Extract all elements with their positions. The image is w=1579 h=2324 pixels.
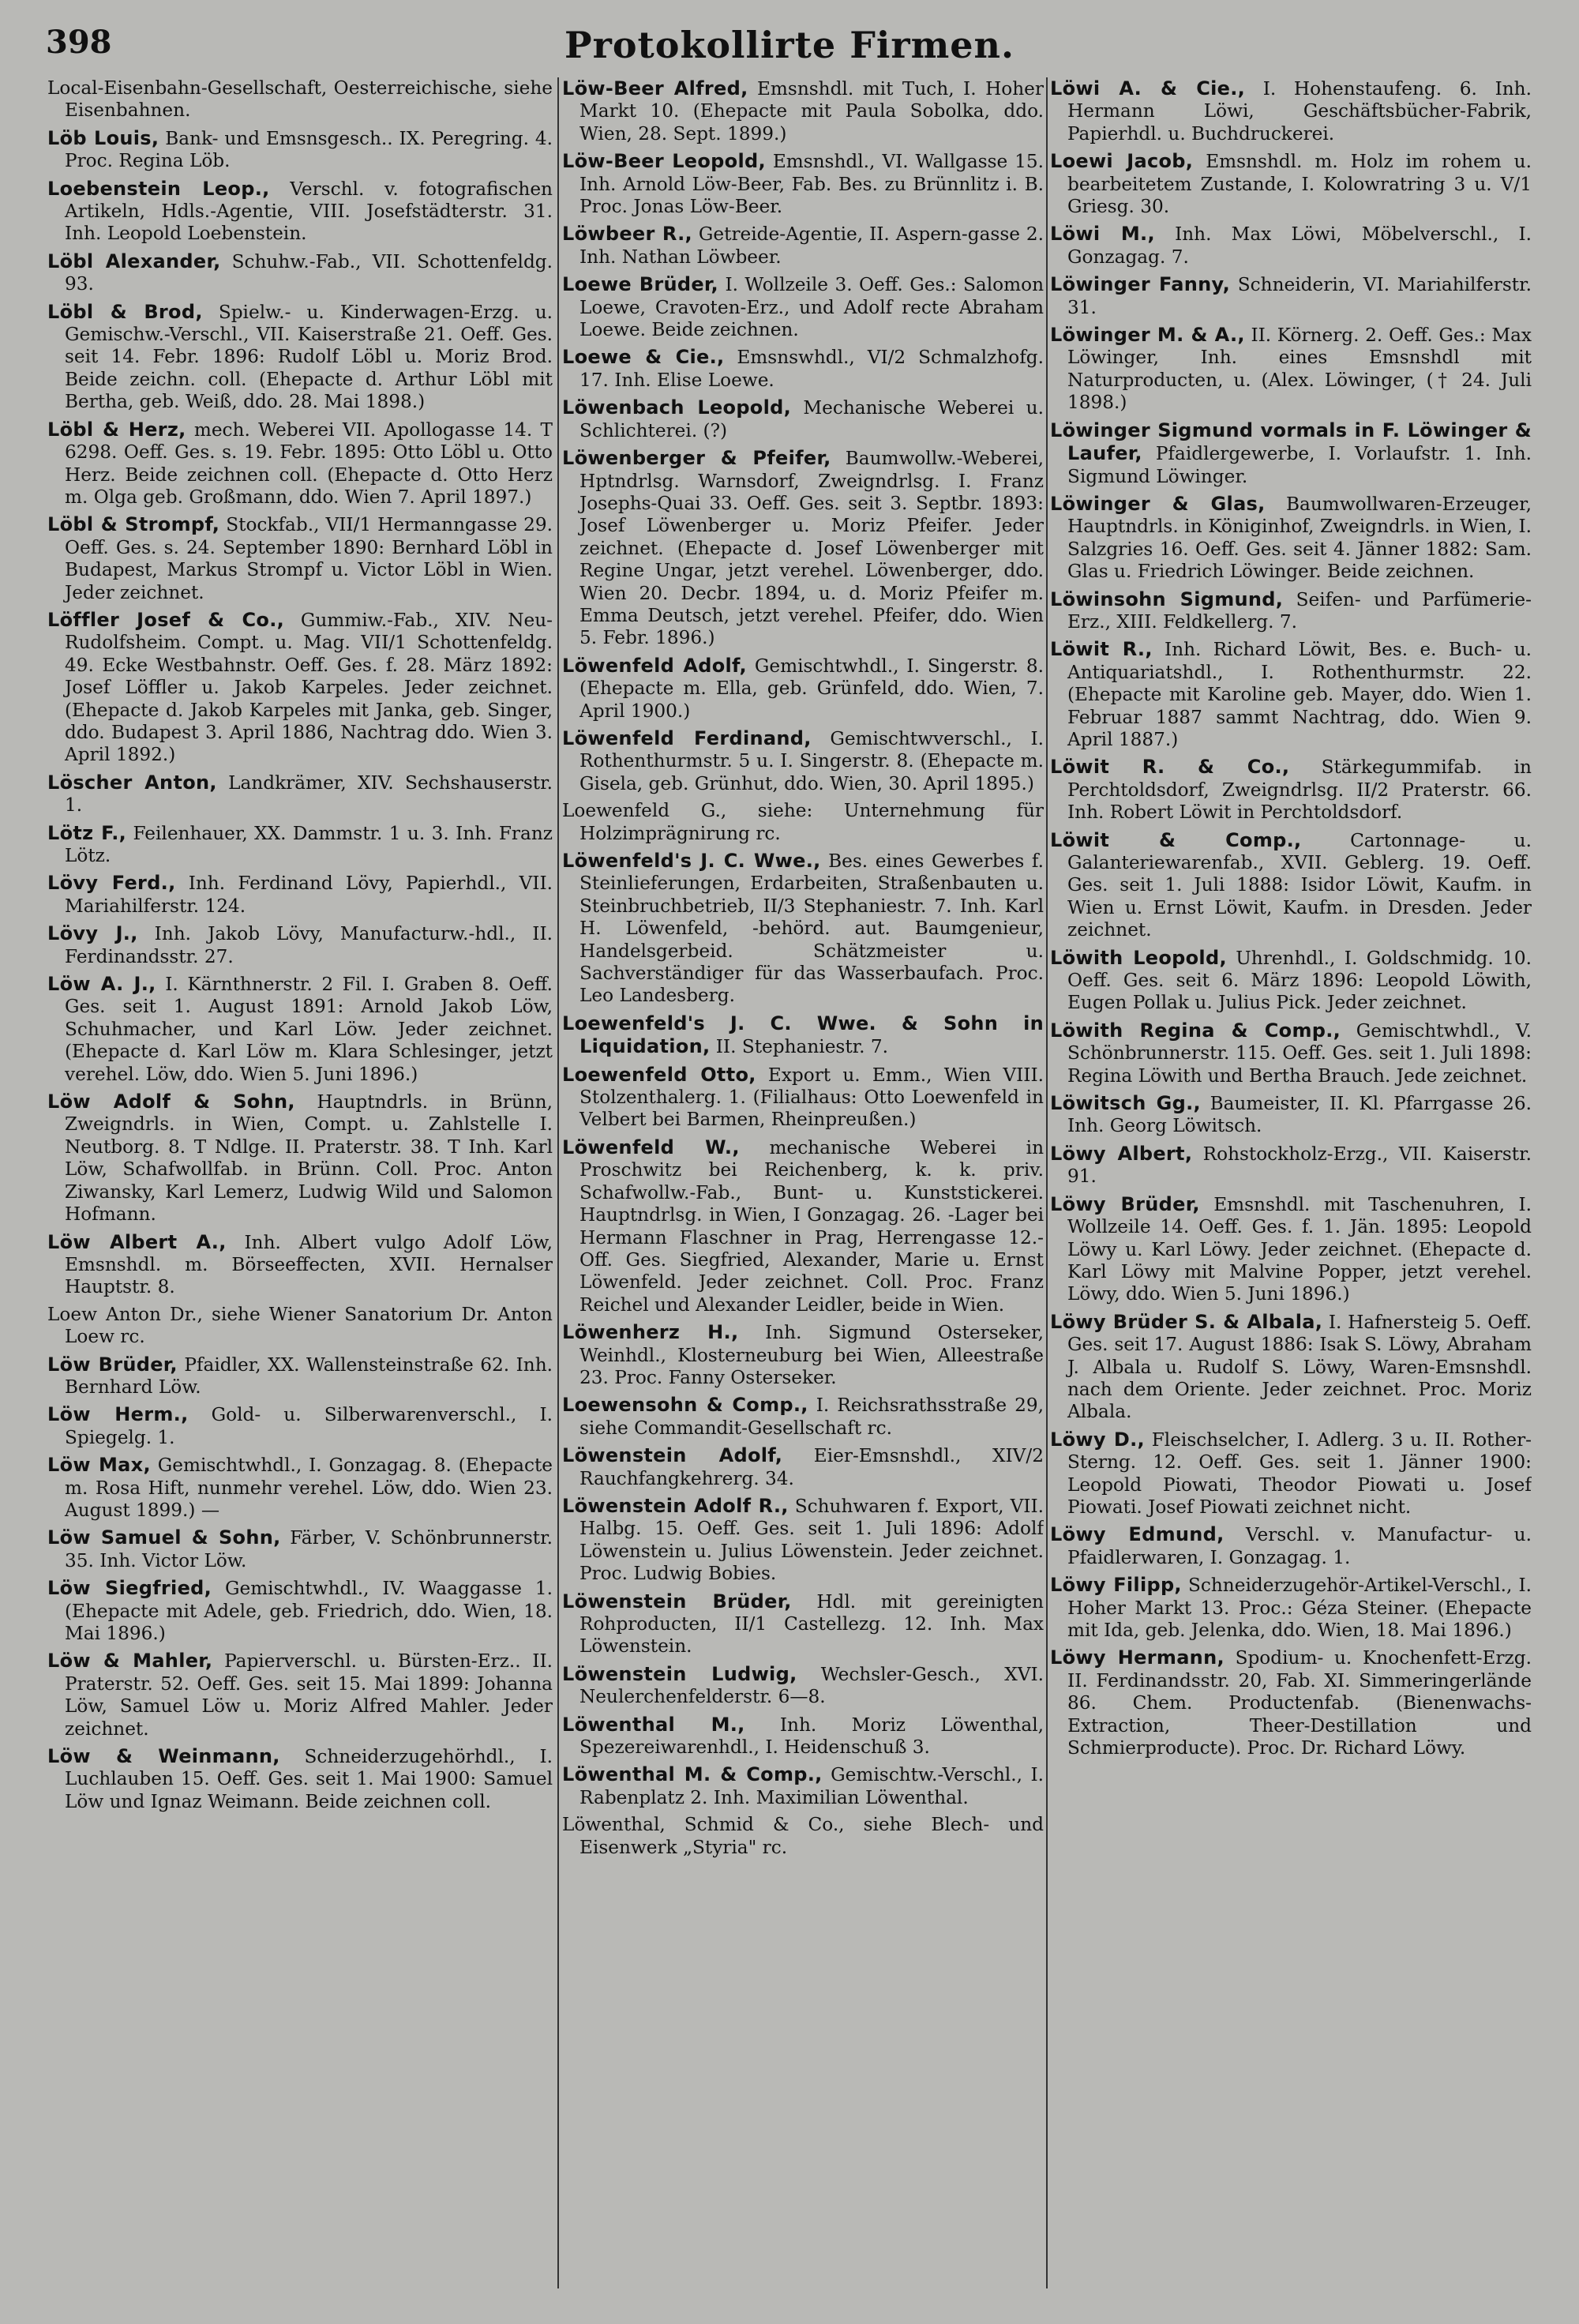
firm-details: Inh. Albert vulgo Adolf Löw, Emsnshdl. m. Börseeffecten, XVII. Hernalser Hauptstr. 8. xyxy=(65,1231,553,1298)
directory-entry xyxy=(47,1577,553,1645)
firm-details: Local-Eisenbahn-Gesellschaft, Oesterreichische, siehe Eisenbahnen. xyxy=(47,77,553,122)
directory-entry xyxy=(562,1714,1044,1759)
firm-name: Löwenstein Adolf, xyxy=(562,1444,783,1467)
firm-name: Löwinsohn Sigmund, xyxy=(1050,588,1284,610)
firm-details: Baumwollw.-Weberei, Hptndrlsg. Warnsdorf, Zweigndrlsg. I. Franz Josephs-Quai 33. Oeff. Ges. seit 3. Septbr. 1893: Josef Löwenberger u. Moriz Pfeifer. Jeder zeichnet. (Ehepacte d. Josef Löwenberger mit Regine Ungar, jetzt verehel. Löwenberger, ddo. Wien 20. Decbr. 1894, u. d. Moriz Pfeifer m. Emma Deutsch, jetzt verehel. Pfeifer, ddo. Wien 5. Febr. 1896.) xyxy=(579,448,1044,649)
directory-entry xyxy=(562,1814,1044,1859)
directory-entry xyxy=(562,1444,1044,1490)
directory-entry xyxy=(1050,1646,1532,1759)
directory-entry xyxy=(1050,493,1532,584)
firm-details: mech. Weberei VII. Apollogasse 14. T 6298. Oeff. Ges. s. 19. Febr. 1895: Otto Löbl u. Otto Herz. Beide zeichnen coll. (Ehepacte d. Otto Herz m. Olga geb. Großmann, ddo. Wien 7. April 1897.) xyxy=(65,419,553,508)
directory-entry xyxy=(1050,1574,1532,1642)
firm-details: Inh. Ferdinand Lövy, Papierhdl., VII. Mariahilferstr. 124. xyxy=(65,873,553,917)
directory-entry xyxy=(562,447,1044,650)
firm-name: Löw-Beer Leopold, xyxy=(562,150,766,173)
firm-details: Löwenthal, Schmid & Co., siehe Blech- und Eisenwerk „Styria" rc. xyxy=(562,1814,1044,1858)
firm-details: Schneiderzugehörhdl., I. Luchlauben 15. Oeff. Ges. seit 1. Mai 1900: Samuel Löw und Ignaz Weimann. Beide zeichnen coll. xyxy=(65,1746,553,1812)
firm-name: Löwy Hermann, xyxy=(1050,1646,1225,1669)
directory-entry xyxy=(47,178,553,246)
firm-name: Löwi M., xyxy=(1050,223,1155,246)
firm-details: Schuhw.-Fab., VII. Schottenfeldg. 93. xyxy=(65,250,553,295)
directory-entry xyxy=(1050,1193,1532,1306)
page-header xyxy=(0,24,1579,79)
directory-entry xyxy=(47,1091,553,1226)
directory-entry xyxy=(562,223,1044,268)
firm-details: Papierverschl. u. Bürsten-Erz.. II. Praterstr. 52. Oeff. Ges. seit 15. Mai 1899: Johanna Löw, Samuel Löw u. Moriz Alfred Mahler. Jeder zeichnet. xyxy=(65,1650,553,1740)
firm-name: Löbl & Strompf, xyxy=(47,513,220,536)
firm-details: Loew Anton Dr., siehe Wiener Sanatorium Dr. Anton Loew rc. xyxy=(47,1303,553,1348)
firm-details: Inh. Sigmund Osterseker, Weinhdl., Klosterneuburg bei Wien, Alleestraße 23. Proc. Fanny Osterseker. xyxy=(579,1322,1044,1388)
firm-name: Löwy Filipp, xyxy=(1050,1574,1182,1597)
firm-name: Löwy Brüder S. & Albala, xyxy=(1050,1310,1323,1333)
firm-name: Löwy Albert, xyxy=(1050,1142,1193,1165)
directory-entry xyxy=(1050,588,1532,634)
firm-name: Löwenstein Adolf R., xyxy=(562,1494,789,1517)
firm-name: Löwith Leopold, xyxy=(1050,946,1227,969)
firm-details: Emsnshdl., VI. Wallgasse 15. Inh. Arnold Löw-Beer, Fab. Bes. zu Brünnlitz i. B. Proc. Jonas Löw-Beer. xyxy=(579,151,1044,218)
firm-name: Löwenstein Ludwig, xyxy=(562,1662,797,1685)
firm-details: Export u. Emm., Wien VIII. Stolzenthalerg. 1. (Filialhaus: Otto Loewenfeld in Velbert bei Barmen, Rheinpreußen.) xyxy=(579,1064,1044,1131)
firm-name: Löwenfeld Ferdinand, xyxy=(562,726,812,749)
firm-name: Löwy D., xyxy=(1050,1428,1145,1451)
firm-details: Uhrenhdl., I. Goldschmidg. 10. Oeff. Ges. seit 6. März 1896: Leopold Löwith, Eugen Pollak u. Julius Pick. Jeder zeichnet. xyxy=(1067,947,1532,1014)
page-number: 398 xyxy=(46,24,112,61)
firm-name: Löw Max, xyxy=(47,1454,151,1477)
firm-name: Löw Herm., xyxy=(47,1403,189,1426)
firm-details: Gemischtwhdl., I. Singerstr. 8. (Ehepacte m. Ella, geb. Grünfeld, ddo. Wien, 7. April 1900.) xyxy=(579,655,1044,722)
directory-entry xyxy=(47,922,553,968)
directory-entry xyxy=(562,77,1044,145)
firm-details: Pfaidler, XX. Wallensteinstraße 62. Inh. Bernhard Löw. xyxy=(65,1353,553,1398)
directory-entry xyxy=(1050,1429,1532,1519)
firm-name: Löwinger Fanny, xyxy=(1050,273,1231,296)
firm-details: Gemischtwhdl., I. Gonzagag. 8. (Ehepacte m. Rosa Hift, nunmehr verehel. Löw, ddo. Wien 23. August 1899.) — xyxy=(65,1455,553,1521)
firm-name: Lötz F., xyxy=(47,821,127,844)
firm-details: Landkrämer, XIV. Sechshauserstr. 1. xyxy=(65,772,553,817)
firm-details: Inh. Jakob Lövy, Manufacturw.-hdl., II. Ferdinandsstr. 27. xyxy=(65,923,553,967)
column-left xyxy=(47,77,553,2304)
directory-entry xyxy=(47,1403,553,1449)
page-title: Protokollirte Firmen. xyxy=(564,24,1015,66)
firm-details: I. Wollzeile 3. Oeff. Ges.: Salomon Loewe, Cravoten-Erz., und Adolf recte Abraham Loewe. Beide zeichnen. xyxy=(579,274,1044,341)
firm-name: Löwenfeld's J. C. Wwe., xyxy=(562,850,821,872)
firm-details: Gemischtwhdl., IV. Waaggasse 1. (Ehepacte mit Adele, geb. Friedrich, ddo. Wien, 18. Mai 1896.) xyxy=(65,1578,553,1644)
firm-name: Loewenfeld's J. C. Wwe. & Sohn in Liquidation, xyxy=(562,1012,1044,1058)
directory-entry xyxy=(47,973,553,1086)
firm-name: Löwenstein Brüder, xyxy=(562,1590,792,1613)
directory-entry xyxy=(1050,1311,1532,1424)
firm-name: Löscher Anton, xyxy=(47,771,217,794)
directory-entry xyxy=(1050,1523,1532,1569)
firm-details: Hauptndrls. in Brünn, Zweigndrls. in Wien, Compt. u. Zahlstelle I. Neutborg. 8. T Ndlge. II. Praterstr. 38. T Inh. Karl Löw, Schafwollfab. in Brünn. Coll. Proc. Anton Ziwansky, Karl Lemerz, Ludwig Wild und Salomon Hofmann. xyxy=(65,1091,553,1226)
firm-name: Loewensohn & Comp., xyxy=(562,1394,808,1417)
firm-name: Löwenfeld Adolf, xyxy=(562,654,747,677)
firm-details: Spodium- u. Knochenfett-Erzg. II. Ferdinandsstr. 20, Fab. XI. Simmeringerlände 86. Chem. Productenfab. (Bienenwachs-Extraction, Theer-Destillation und Schmierproducte). Proc. Dr. Richard Löwy. xyxy=(1067,1647,1532,1759)
firm-details: Verschl. v. fotografischen Artikeln, Hdls.-Agentie, VIII. Josefstädterstr. 31. Inh. Leopold Loebenstein. xyxy=(65,178,553,245)
firm-details: Emsnshdl. m. Holz im rohem u. bearbeitetem Zustande, I. Kolowratring 3 u. V/1 Griesg. 30. xyxy=(1067,151,1532,218)
firm-name: Löwinger M. & A., xyxy=(1050,324,1245,347)
firm-name: Löwitsch Gg., xyxy=(1050,1092,1201,1115)
firm-name: Löwenherz H., xyxy=(562,1321,739,1344)
directory-entry xyxy=(562,1495,1044,1586)
directory-entry xyxy=(562,1663,1044,1709)
firm-name: Löwinger & Glas, xyxy=(1050,492,1266,515)
directory-entry xyxy=(562,655,1044,723)
firm-name: Löw & Weinmann, xyxy=(47,1745,280,1768)
firm-details: Mechanische Weberei u. Schlichterei. (?) xyxy=(579,397,1044,441)
directory-entry xyxy=(47,1454,553,1522)
directory-entry xyxy=(562,1590,1044,1658)
directory-entry xyxy=(1050,756,1532,824)
firm-details: Inh. Max Löwi, Möbelverschl., I. Gonzagag. 7. xyxy=(1067,223,1532,268)
firm-name: Löwbeer R., xyxy=(562,223,692,246)
firm-name: Löwi A. & Cie., xyxy=(1050,77,1246,99)
firm-name: Löwenthal M., xyxy=(562,1713,745,1736)
directory-entry xyxy=(47,127,553,173)
firm-name: Lövy J., xyxy=(47,922,138,945)
firm-details: Verschl. v. Manufactur- u. Pfaidlerwaren, I. Gonzagag. 1. xyxy=(1067,1524,1532,1568)
directory-entry xyxy=(47,822,553,868)
firm-name: Löw-Beer Alfred, xyxy=(562,77,748,99)
firm-details: Feilenhauer, XX. Dammstr. 1 u. 3. Inh. Franz Lötz. xyxy=(65,822,553,866)
firm-details: Schuhwaren f. Export, VII. Halbg. 15. Oeff. Ges. seit 1. Juli 1896: Adolf Löwenstein u. Julius Löwenstein. Jeder zeichnet. Proc. Ludwig Bobies. xyxy=(579,1495,1044,1585)
firm-details: Inh. Richard Löwit, Bes. e. Buch- u. Antiquariatshdl., I. Rothenthurmstr. 22. (Ehepacte mit Karoline geb. Mayer, ddo. Wien 1. Februar 1887 sammt Nachtrag, ddo. Wien 9. April 1887.) xyxy=(1067,639,1532,750)
firm-details: Gemischtw.-Verschl., I. Rabenplatz 2. Inh. Maximilian Löwenthal. xyxy=(579,1764,1044,1808)
firm-details: Emsnshdl. mit Taschenuhren, I. Wollzeile 14. Oeff. Ges. f. 1. Jän. 1895: Leopold Löwy u. Karl Löwy. Jeder zeichnet. (Ehepacte d. Karl Löwy mit Malvine Popper, jetzt verehel. Löwy, ddo. Wien 5. Juni 1896.) xyxy=(1067,1193,1532,1305)
firm-name: Löw & Mahler, xyxy=(47,1650,213,1673)
firm-name: Löb Louis, xyxy=(47,126,159,149)
firm-name: Löbl & Brod, xyxy=(47,300,203,323)
firm-details: Seifen- und Parfümerie-Erz., XIII. Feldkellerg. 7. xyxy=(1067,588,1532,633)
firm-name: Lövy Ferd., xyxy=(47,872,176,895)
firm-name: Löwenfeld W., xyxy=(562,1136,740,1158)
column-divider xyxy=(1046,77,1048,2288)
firm-details: Emsnswhdl., VI/2 Schmalzhofg. 17. Inh. Elise Loewe. xyxy=(579,347,1044,391)
firm-details: I. Hohenstaufeng. 6. Inh. Hermann Löwi, Geschäftsbücher-Fabrik, Papierhdl. u. Buchdruckerei. xyxy=(1067,78,1532,145)
directory-entry xyxy=(562,396,1044,442)
directory-entry xyxy=(47,609,553,767)
directory-entry xyxy=(562,727,1044,795)
firm-name: Löwy Brüder, xyxy=(1050,1192,1200,1215)
directory-entry xyxy=(47,250,553,296)
firm-name: Löw Adolf & Sohn, xyxy=(47,1091,295,1113)
firm-name: Löwinger Sigmund vormals in F. Löwinger & Laufer, xyxy=(1050,419,1532,465)
firm-details: Färber, V. Schönbrunnerstr. 35. Inh. Victor Löw. xyxy=(65,1527,553,1571)
column-divider xyxy=(557,77,559,2288)
firm-details: Baumwollwaren-Erzeuger, Hauptndrls. in Königinhof, Zweigndrls. in Wien, I. Salzgries 16. Oeff. Ges. seit 4. Jänner 1882: Sam. Glas u. Friedrich Löwinger. Beide zeichnen. xyxy=(1067,493,1532,583)
firm-details: II. Körnerg. 2. Oeff. Ges.: Max Löwinger, Inh. eines Emsnshdl mit Naturproducten, u. (Alex. Löwinger, († 24. Juli 1898.) xyxy=(1067,325,1532,414)
firm-details: I. Reichsrathsstraße 29, siehe Commandit-Gesellschaft rc. xyxy=(579,1395,1044,1439)
firm-details: Gemischtwverschl., I. Rothenthurmstr. 5 u. I. Singerstr. 8. (Ehepacte m. Gisela, geb. Grünhut, ddo. Wien, 30. April 1895.) xyxy=(579,727,1044,794)
directory-entry xyxy=(562,273,1044,341)
firm-details: Pfaidlergewerbe, I. Vorlaufstr. 1. Inh. Sigmund Löwinger. xyxy=(1067,443,1532,487)
firm-name: Löbl & Herz, xyxy=(47,418,186,441)
directory-entry xyxy=(47,1650,553,1740)
firm-details: I. Kärnthnerstr. 2 Fil. I. Graben 8. Oeff. Ges. seit 1. August 1891: Arnold Jakob Löw, Schuhmacher, und Karl Löw. Jeder zeichnet. (Ehepacte d. Karl Löw m. Klara Schlesinger, jetzt verehel. Löw, ddo. Wien 5. Juni 1896.) xyxy=(65,974,553,1085)
directory-entry xyxy=(1050,77,1532,145)
firm-name: Loewe & Cie., xyxy=(562,346,725,369)
firm-details: Wechsler-Gesch., XVI. Neulerchenfelderstr. 6—8. xyxy=(579,1663,1044,1708)
directory-entry xyxy=(47,772,553,817)
directory-entry xyxy=(1050,638,1532,751)
directory-entry xyxy=(47,872,553,918)
firm-details: Schneiderin, VI. Mariahilferstr. 31. xyxy=(1067,274,1532,318)
firm-details: Bank- und Emsnsgesch.. IX. Peregring. 4. Proc. Regina Löb. xyxy=(65,127,553,172)
directory-entry xyxy=(1050,150,1532,218)
firm-details: I. Hafnersteig 5. Oeff. Ges. seit 17. August 1886: Isak S. Löwy, Abraham J. Albala u. Rudolf S. Löwy, Waren-Emsnshdl. nach dem Oriente. Jeder zeichnet. Proc. Moriz Albala. xyxy=(1067,1311,1532,1423)
directory-entry xyxy=(562,1321,1044,1389)
directory-entry xyxy=(1050,1092,1532,1138)
firm-details: Baumeister, II. Kl. Pfarrgasse 26. Inh. Georg Löwitsch. xyxy=(1067,1093,1532,1137)
firm-details: Gummiw.-Fab., XIV. Neu-Rudolfsheim. Compt. u. Mag. VII/1 Schottenfeldg. 49. Ecke Westbahnstr. Oeff. Ges. f. 28. März 1892: Josef Löffler u. Jakob Karpeles. Jeder zeichnet. (Ehepacte d. Jakob Karpeles mit Janka, geb. Singer, ddo. Budapest 3. April 1886, Nachtrag ddo. Wien 3. April 1892.) xyxy=(65,609,553,766)
directory-entry xyxy=(47,1745,553,1813)
firm-name: Löffler Josef & Co., xyxy=(47,608,285,631)
column-right xyxy=(1050,77,1532,2304)
firm-name: Löw Albert A., xyxy=(47,1230,227,1253)
directory-entry xyxy=(1050,947,1532,1015)
directory-entry xyxy=(562,1064,1044,1132)
directory-entry xyxy=(562,346,1044,392)
firm-details: Schneiderzugehör-Artikel-Verschl., I. Hoher Markt 13. Proc.: Géza Steiner. (Ehepacte mit Ida, geb. Jelenka, ddo. Wien, 18. Mai 1896.) xyxy=(1067,1575,1532,1641)
firm-name: Löwith Regina & Comp., xyxy=(1050,1019,1341,1042)
directory-entry xyxy=(47,419,553,509)
firm-details: mechanische Weberei in Proschwitz bei Reichenberg, k. k. priv. Schafwollw.-Fab., Bunt- u. Kunststickerei. Hauptndrlsg. in Wien, I Gonzagag. 26. -Lager bei Hermann Flaschner in Prag, Herrengasse 12.- Off. Ges. Siegfried, Alexander, Marie u. Ernst Löwenfeld. Jeder zeichnet. Coll. Proc. Franz Reichel und Alexander Leidler, beide in Wien. xyxy=(579,1136,1044,1316)
directory-entry xyxy=(562,800,1044,845)
directory-entry xyxy=(47,301,553,414)
directory-entry xyxy=(47,1231,553,1299)
firm-details: Emsnshdl. mit Tuch, I. Hoher Markt 10. (Ehepacte mit Paula Sobolka, ddo. Wien, 28. Sept. 1899.) xyxy=(579,78,1044,145)
firm-name: Löwenbach Leopold, xyxy=(562,396,792,419)
firm-name: Löw Samuel & Sohn, xyxy=(47,1526,281,1549)
directory-entry xyxy=(562,150,1044,218)
directory-entry xyxy=(47,513,553,604)
firm-name: Loewenfeld Otto, xyxy=(562,1063,756,1086)
firm-name: Löwenthal M. & Comp., xyxy=(562,1763,823,1786)
firm-details: Fleischselcher, I. Adlerg. 3 u. II. Rother-Sterng. 12. Oeff. Ges. seit 1. Jänner 1900: Leopold Piowati, Theodor Piowati u. Josef Piowati. Josef Piowati zeichnet nicht. xyxy=(1067,1429,1532,1518)
firm-details: II. Stephaniestr. 7. xyxy=(715,1036,889,1058)
directory-entry xyxy=(1050,324,1532,415)
directory-entry xyxy=(1050,1019,1532,1087)
directory-entry xyxy=(1050,223,1532,268)
firm-name: Löbl Alexander, xyxy=(47,250,221,272)
directory-entry xyxy=(47,1304,553,1349)
directory-entry xyxy=(562,850,1044,1008)
firm-name: Löw Brüder, xyxy=(47,1353,178,1376)
directory-entry xyxy=(47,1526,553,1572)
firm-name: Löwit R., xyxy=(1050,638,1153,661)
firm-name: Löwit & Comp., xyxy=(1050,828,1302,851)
directory-entry xyxy=(562,1136,1044,1316)
directory-entry xyxy=(1050,1143,1532,1188)
directory-entry xyxy=(1050,273,1532,319)
firm-details: Spielw.- u. Kinderwagen-Erzg. u. Gemischw.-Verschl., VII. Kaiserstraße 21. Oeff. Ges. seit 14. Febr. 1896: Rudolf Löbl u. Moriz Brod. Beide zeichn. coll. (Ehepacte d. Arthur Löbl mit Bertha, geb. Weiß, ddo. 28. Mai 1898.) xyxy=(65,301,553,413)
directory-entry xyxy=(562,1763,1044,1809)
firm-name: Löwit R. & Co., xyxy=(1050,756,1290,779)
firm-name: Löw A. J., xyxy=(47,973,156,996)
directory-entry xyxy=(47,1353,553,1399)
firm-name: Loewe Brüder, xyxy=(562,273,718,296)
firm-details: Cartonnage- u. Galanteriewarenfab., XVII. Geblerg. 19. Oeff. Ges. seit 1. Juli 1888: Isidor Löwit, Kaufm. in Wien u. Ernst Löwit, Kaufm. in Dresden. Jeder zeichnet. xyxy=(1067,829,1532,941)
firm-details: Loewenfeld G., siehe: Unternehmung für Holzimprägnirung rc. xyxy=(562,800,1044,844)
directory-entry xyxy=(1050,419,1532,488)
firm-name: Loewi Jacob, xyxy=(1050,150,1194,173)
firm-name: Loebenstein Leop., xyxy=(47,177,270,200)
column-middle xyxy=(562,77,1044,2304)
firm-details: Eier-Emsnshdl., XIV/2 Rauchfangkehrerg. 34. xyxy=(579,1445,1044,1489)
firm-details: Gold- u. Silberwarenverschl., I. Spiegelg. 1. xyxy=(65,1404,553,1448)
firm-details: Hdl. mit gereinigten Rohproducten, II/1 Castellezg. 12. Inh. Max Löwenstein. xyxy=(579,1590,1044,1658)
firm-name: Löwenberger & Pfeifer, xyxy=(562,447,831,470)
directory-entry xyxy=(47,77,553,122)
firm-details: Stockfab., VII/1 Hermanngasse 29. Oeff. Ges. s. 24. September 1890: Bernhard Löbl in Budapest, Markus Strompf u. Victor Löbl in Wien. Jeder zeichnet. xyxy=(65,514,553,603)
firm-details: Bes. eines Gewerbes f. Steinlieferungen, Erdarbeiten, Straßenbauten u. Steinbruchbetrieb, II/3 Stephaniestr. 7. Inh. Karl H. Löwenfeld, -behörd. aut. Baumgenieur, Handelsgerbeid. Schätzmeister u. Sachverständiger für das Wasserbaufach. Proc. Leo Landesberg. xyxy=(579,850,1044,1007)
directory-entry xyxy=(562,1012,1044,1059)
firm-details: Rohstockholz-Erzg., VII. Kaiserstr. 91. xyxy=(1067,1143,1532,1188)
directory-entry xyxy=(1050,829,1532,942)
firm-name: Löw Siegfried, xyxy=(47,1577,212,1600)
firm-name: Löwy Edmund, xyxy=(1050,1523,1225,1546)
directory-entry xyxy=(562,1394,1044,1440)
firm-details: Inh. Moriz Löwenthal, Spezereiwarenhdl., I. Heidenschuß 3. xyxy=(579,1714,1044,1759)
firm-details: Getreide-Agentie, II. Aspern-gasse 2. Inh. Nathan Löwbeer. xyxy=(579,223,1044,268)
firm-details: Gemischtwhdl., V. Schönbrunnerstr. 115. Oeff. Ges. seit 1. Juli 1898: Regina Löwith und Bertha Brauch. Jede zeichnet. xyxy=(1067,1019,1532,1087)
firm-details: Stärkegummifab. in Perchtoldsdorf, Zweigndrlsg. II/2 Praterstr. 66. Inh. Robert Löwit in Perchtoldsdorf. xyxy=(1067,757,1532,824)
